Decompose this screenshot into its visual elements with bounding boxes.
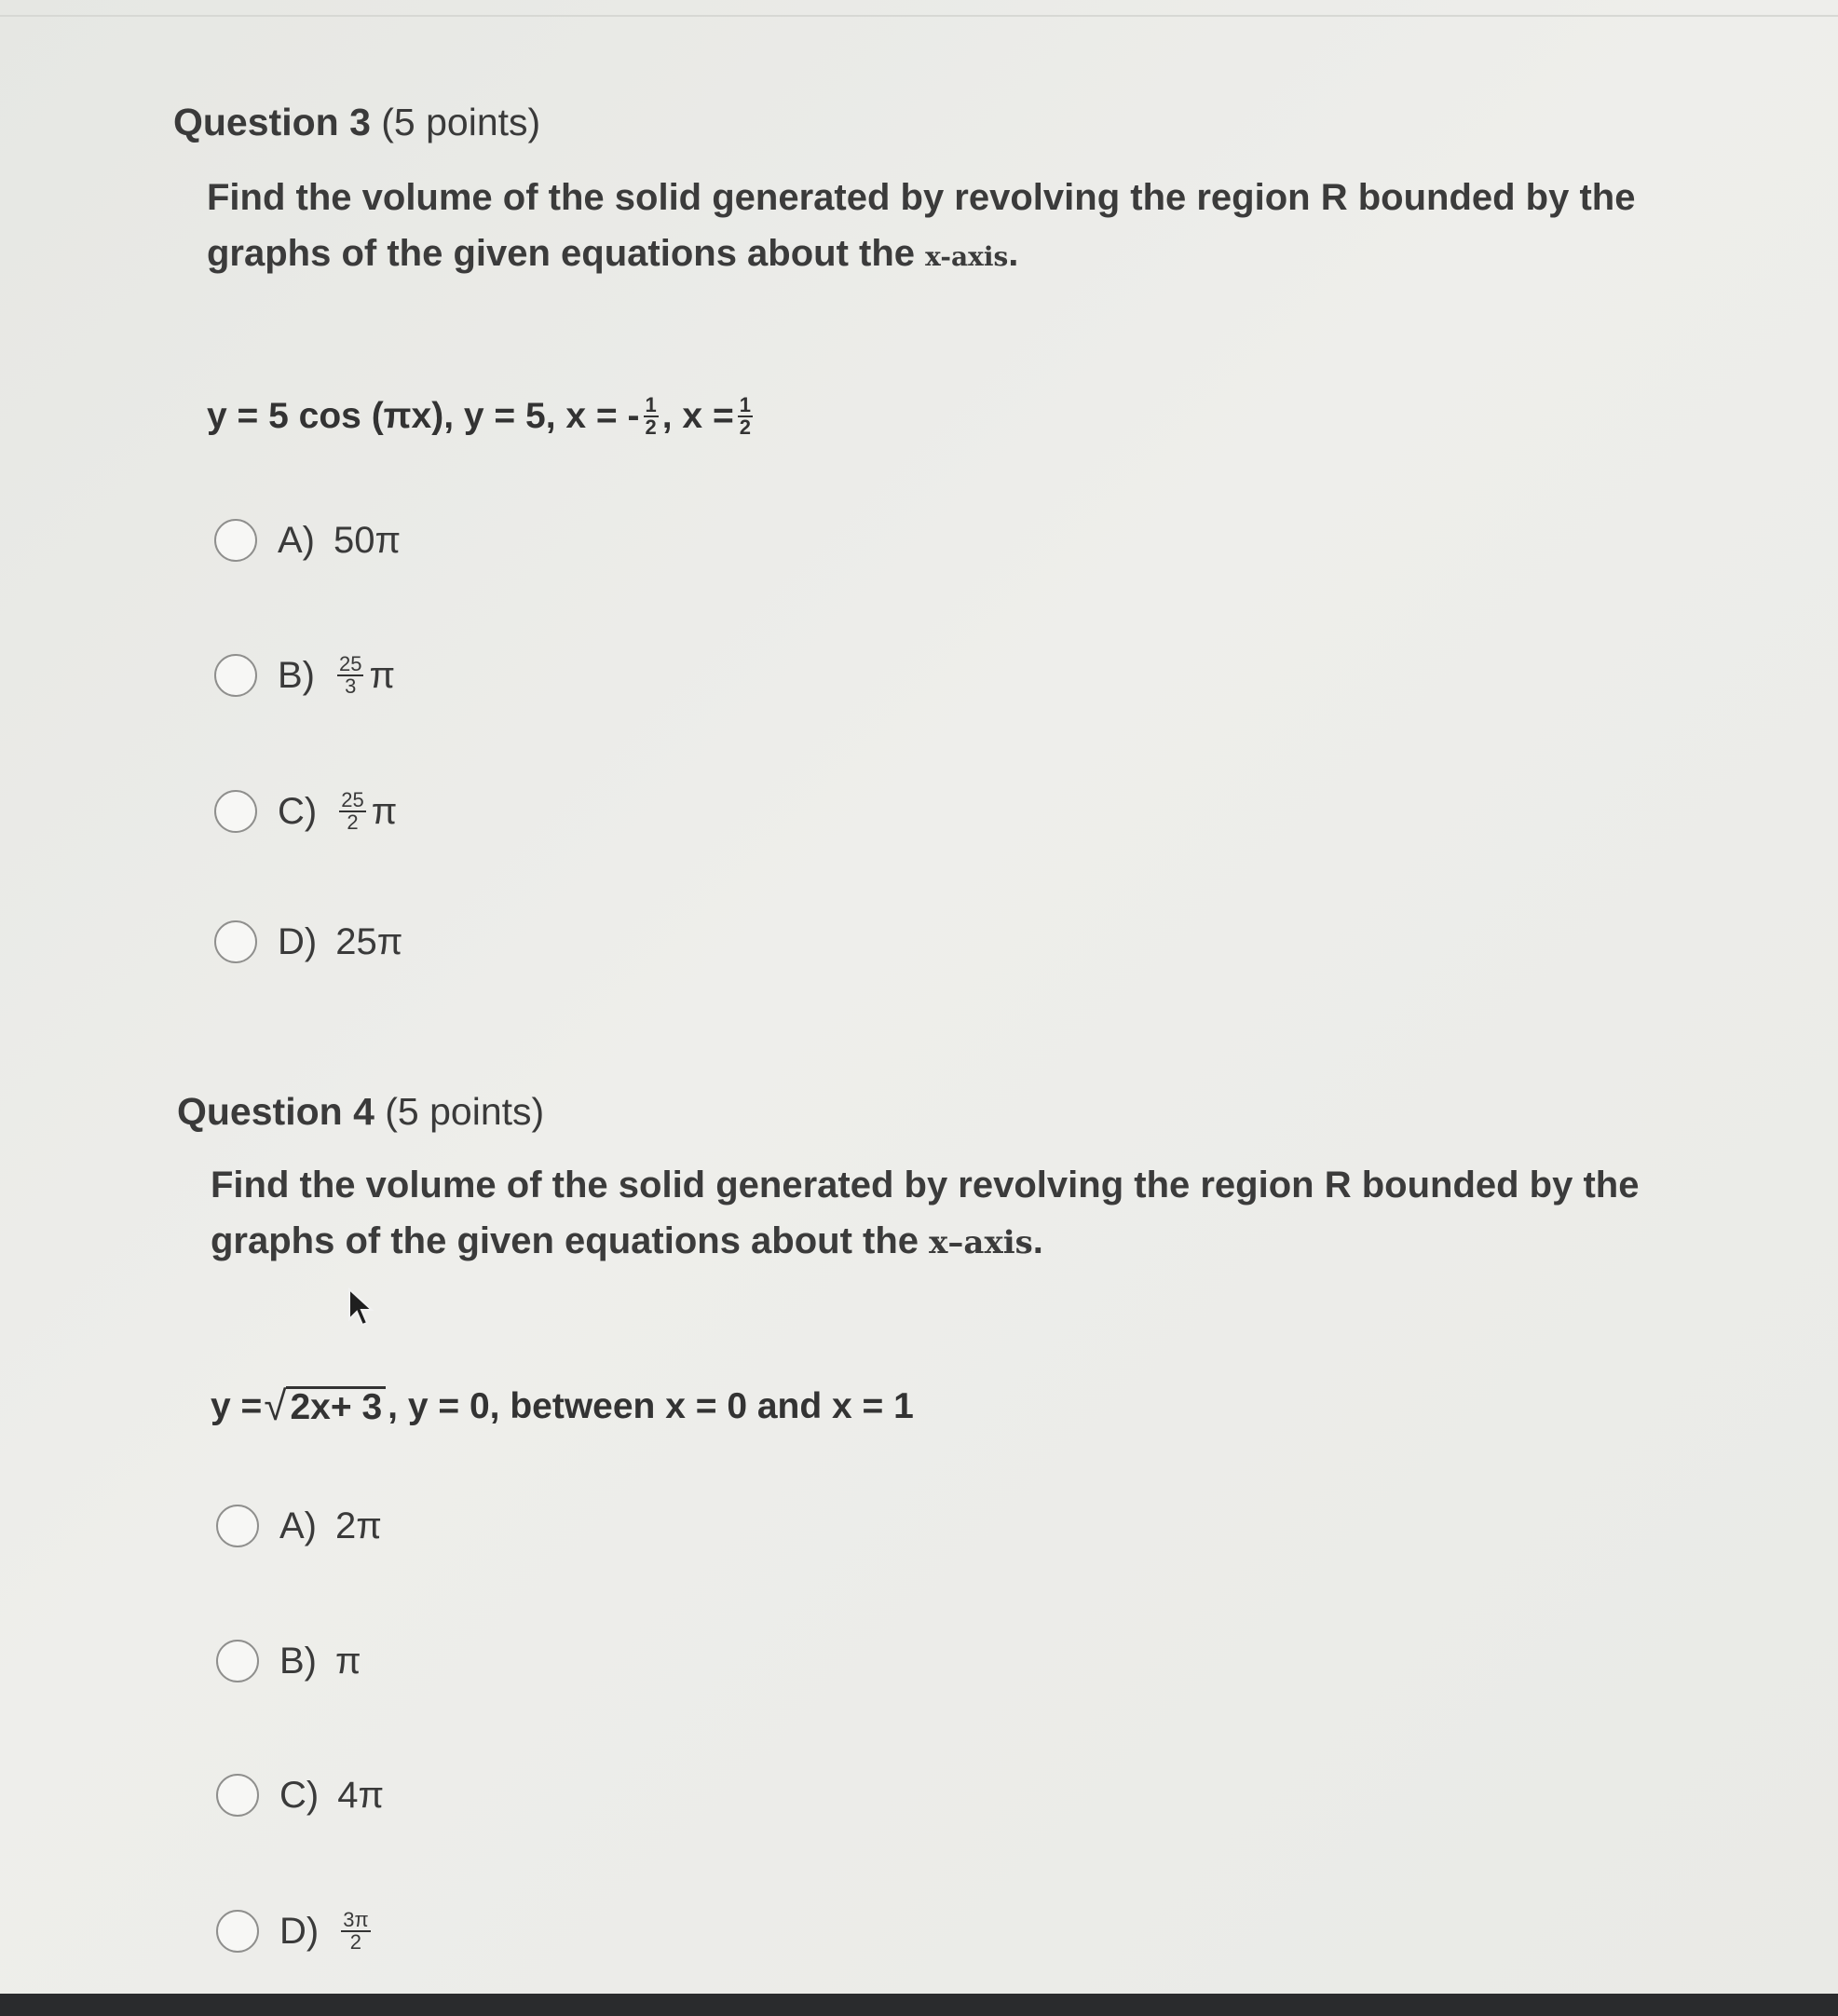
- option-letter: A): [279, 1505, 317, 1546]
- radio-button[interactable]: [214, 519, 257, 562]
- option-value: π: [335, 1640, 361, 1682]
- option-value: 4π: [337, 1774, 385, 1816]
- q3-option-b[interactable]: [214, 654, 395, 697]
- question-4-prompt: [211, 1157, 1664, 1271]
- q3-option-c[interactable]: [214, 790, 397, 833]
- radio-button[interactable]: [214, 920, 257, 963]
- radio-button[interactable]: [216, 1640, 259, 1682]
- prompt-line-1: Find the volume of the solid generated by revolving the region R bounded by the: [207, 177, 1636, 218]
- q3-option-a[interactable]: [214, 519, 401, 562]
- axis-label: x-axis: [925, 241, 1009, 272]
- question-3-title: [173, 101, 540, 144]
- axis-label: x–axis: [929, 1224, 1033, 1261]
- option-value: 25π: [335, 920, 403, 962]
- option-letter: D): [279, 1910, 320, 1952]
- q4-option-c[interactable]: [216, 1774, 384, 1817]
- square-root: √ 2x+ 3: [264, 1386, 386, 1427]
- top-divider: [0, 15, 1838, 17]
- bottom-bezel: [0, 1994, 1838, 2016]
- option-value: 2π: [335, 1505, 382, 1546]
- radio-button[interactable]: [216, 1774, 259, 1817]
- question-4-equation: y = √ 2x+ 3 , y = 0, between x = 0 and x = 1: [211, 1383, 914, 1429]
- option-value: $\frac{25}{3}$ π: [339, 652, 396, 698]
- mouse-pointer-icon: [347, 1287, 374, 1328]
- prompt-line-2: graphs of the given equations about the x-axis.: [207, 233, 1019, 274]
- option-letter: C): [279, 1774, 320, 1816]
- option-letter: B): [279, 1640, 317, 1682]
- prompt-line-1: Find the volume of the solid generated by revolving the region R bounded by the: [211, 1165, 1640, 1206]
- question-number: Question 3: [173, 101, 371, 143]
- question-number: Question 4: [177, 1090, 374, 1133]
- option-letter: C): [278, 790, 318, 832]
- radio-button[interactable]: [216, 1910, 259, 1953]
- question-3-prompt: [207, 170, 1660, 285]
- question-4-title: [177, 1090, 544, 1134]
- option-letter: D): [278, 920, 318, 962]
- fraction: $\frac{1}{2}$: [645, 393, 657, 439]
- prompt-line-2: graphs of the given equations about the x–axis.: [211, 1220, 1043, 1261]
- radio-button[interactable]: [216, 1505, 259, 1547]
- q4-option-b[interactable]: [216, 1640, 361, 1682]
- question-3-equation: y = 5 cos (πx), y = 5, x = - $\frac{1}{2}$ , x = $\frac{1}{2}$: [207, 393, 751, 439]
- question-points: (5 points): [381, 101, 541, 143]
- question-points: (5 points): [385, 1090, 545, 1133]
- q4-option-d[interactable]: [216, 1910, 376, 1953]
- q3-option-d[interactable]: [214, 920, 402, 963]
- option-letter: A): [278, 519, 315, 561]
- fraction: $\frac{1}{2}$: [739, 393, 751, 439]
- radio-button[interactable]: [214, 790, 257, 833]
- radio-button[interactable]: [214, 654, 257, 697]
- q4-option-a[interactable]: [216, 1505, 382, 1547]
- option-value: $\frac{3\pi}{2}$: [343, 1908, 369, 1954]
- option-value: 50π: [334, 519, 402, 561]
- option-value: $\frac{25}{2}$ π: [341, 788, 398, 834]
- option-letter: B): [278, 654, 315, 696]
